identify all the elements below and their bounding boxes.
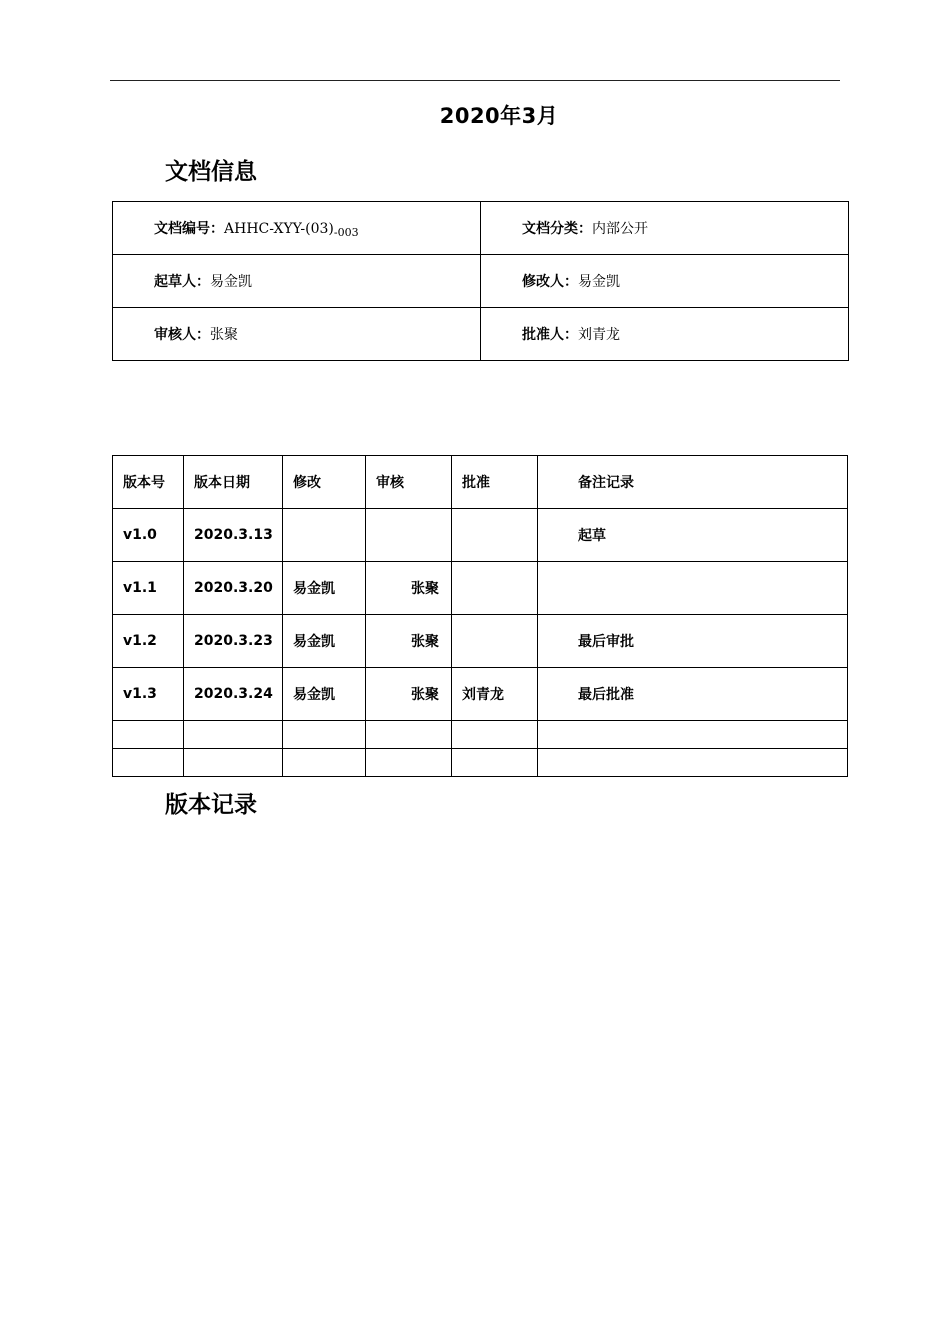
- empty-cell: [113, 721, 184, 749]
- empty-cell: [366, 749, 452, 777]
- empty-cell: [283, 749, 366, 777]
- category-value: 内部公开: [592, 221, 648, 237]
- table-row: [113, 509, 848, 562]
- header-rule: [110, 80, 840, 81]
- cell-review: 张聚: [366, 562, 452, 615]
- empty-cell: [538, 721, 848, 749]
- header-note: 备注记录: [538, 456, 848, 509]
- cell-date: 2020.3.24: [184, 668, 283, 721]
- cell-approve: 刘青龙: [452, 668, 538, 721]
- header-approve: 批准: [452, 456, 538, 509]
- header-review: 审核: [366, 456, 452, 509]
- cell-review: [366, 509, 452, 562]
- cell-date: 2020.3.23: [184, 615, 283, 668]
- drafter-label: 起草人：: [154, 274, 210, 290]
- cell-approve: [452, 562, 538, 615]
- table-header-row: [113, 456, 848, 509]
- modifier-label: 修改人：: [522, 274, 578, 290]
- info-row: [113, 255, 849, 308]
- cell-approve: [452, 509, 538, 562]
- modifier-value: 易金凯: [578, 274, 620, 290]
- cell-date: 2020.3.20: [184, 562, 283, 615]
- doc-no-cell: [113, 202, 481, 255]
- version-table: [112, 455, 848, 777]
- header-date: 版本日期: [184, 456, 283, 509]
- doc-no-suffix: -003: [333, 226, 359, 239]
- empty-row: [113, 721, 848, 749]
- cell-modify: [283, 509, 366, 562]
- cell-version: v1.2: [113, 615, 184, 668]
- empty-cell: [452, 721, 538, 749]
- cell-review: 张聚: [366, 668, 452, 721]
- doc-no-label: 文档编号：: [154, 221, 224, 237]
- doc-info-table: [112, 201, 849, 361]
- empty-cell: [452, 749, 538, 777]
- empty-cell: [184, 721, 283, 749]
- approver-value: 刘青龙: [578, 327, 620, 343]
- table-row: [113, 668, 848, 721]
- cell-version: v1.3: [113, 668, 184, 721]
- table-row: [113, 615, 848, 668]
- header-modify: 修改: [283, 456, 366, 509]
- reviewer-cell: [113, 308, 481, 361]
- cell-review: 张聚: [366, 615, 452, 668]
- reviewer-label: 审核人：: [154, 327, 210, 343]
- drafter-cell: [113, 255, 481, 308]
- cell-note: 起草: [538, 509, 848, 562]
- header-version: 版本号: [113, 456, 184, 509]
- cell-modify: 易金凯: [283, 562, 366, 615]
- empty-cell: [113, 749, 184, 777]
- approver-cell: [481, 308, 849, 361]
- section-title-version-record: 版本记录: [165, 792, 257, 818]
- category-cell: [481, 202, 849, 255]
- cell-version: v1.1: [113, 562, 184, 615]
- empty-cell: [283, 721, 366, 749]
- table-row: [113, 562, 848, 615]
- cell-approve: [452, 615, 538, 668]
- empty-cell: [184, 749, 283, 777]
- info-row: [113, 308, 849, 361]
- cell-modify: 易金凯: [283, 668, 366, 721]
- section-title-doc-info: 文档信息: [165, 159, 257, 185]
- cell-date: 2020.3.13: [184, 509, 283, 562]
- doc-no-main: AHHC-XYY-(03): [224, 221, 334, 237]
- cell-note: 最后审批: [538, 615, 848, 668]
- modifier-cell: [481, 255, 849, 308]
- reviewer-value: 张聚: [210, 327, 238, 343]
- document-date: 2020年3月: [439, 104, 559, 128]
- info-row: [113, 202, 849, 255]
- doc-no-value: [224, 221, 359, 237]
- empty-cell: [366, 721, 452, 749]
- cell-version: v1.0: [113, 509, 184, 562]
- empty-cell: [538, 749, 848, 777]
- category-label: 文档分类：: [522, 221, 592, 237]
- approver-label: 批准人：: [522, 327, 578, 343]
- cell-note: [538, 562, 848, 615]
- cell-modify: 易金凯: [283, 615, 366, 668]
- cell-note: 最后批准: [538, 668, 848, 721]
- empty-row: [113, 749, 848, 777]
- drafter-value: 易金凯: [210, 274, 252, 290]
